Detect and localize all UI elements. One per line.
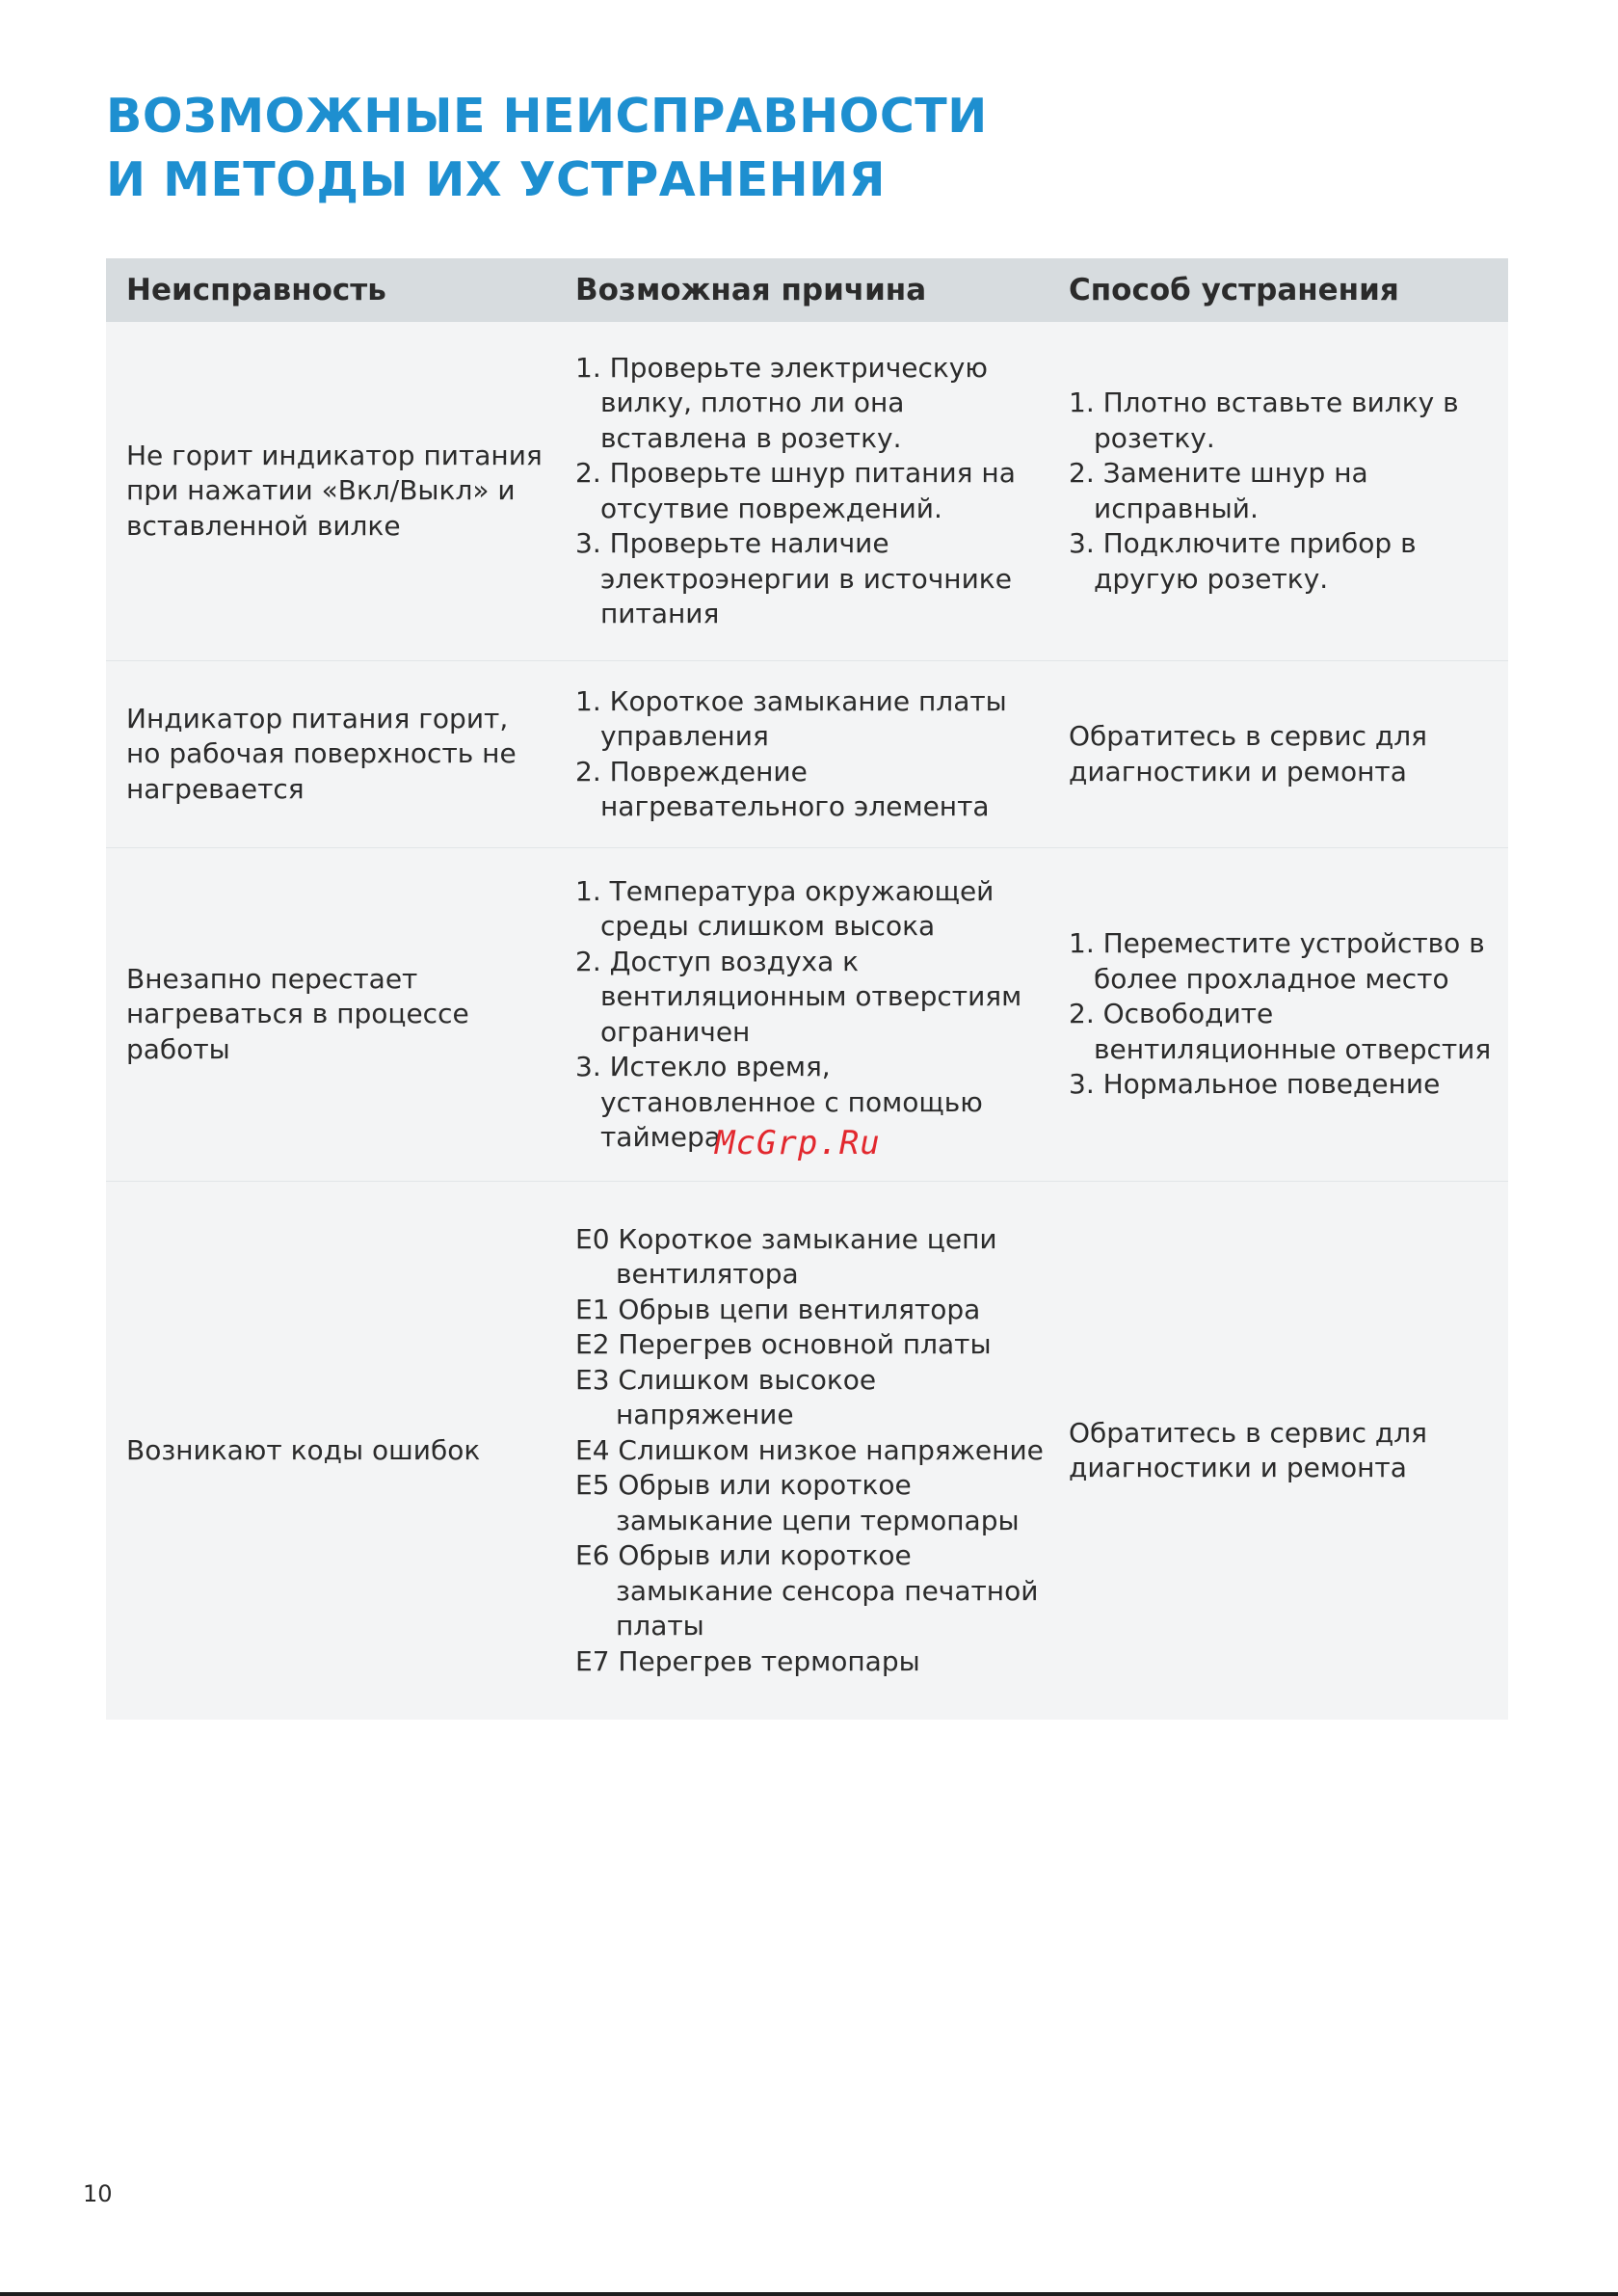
cause-item: 3. Истекло время, установленное с помощью таймера bbox=[575, 1051, 983, 1153]
bottom-rule bbox=[0, 2292, 1618, 2296]
fix-item: 3. Нормальное поведение bbox=[1069, 1068, 1441, 1101]
error-code-item: E6 Обрыв или короткое замыкание сенсора печатной платы bbox=[575, 1539, 1039, 1642]
fix-item: 3. Подключите прибор в другую розетку. bbox=[1069, 527, 1417, 595]
fault-cell bbox=[126, 848, 550, 1181]
fix-item: Обратитесь в сервис для диагностики и ремонта bbox=[1069, 720, 1427, 788]
fix-item: 2. Освободите вентиляционные отверстия bbox=[1069, 998, 1492, 1065]
fix-cell bbox=[1069, 848, 1502, 1181]
cause-item: 2. Проверьте шнур питания на отсутвие повреждений. bbox=[575, 457, 1016, 524]
fix-item: Обратитесь в сервис для диагностики и ремонта bbox=[1069, 1416, 1427, 1483]
cause-cell bbox=[575, 1182, 1048, 1720]
fault-cell bbox=[126, 1182, 550, 1720]
error-code-item: E1 Обрыв цепи вентилятора bbox=[575, 1293, 981, 1325]
table-row bbox=[106, 661, 1508, 848]
cause-item: 2. Доступ воздуха к вентиляционным отверстиям ограничен bbox=[575, 945, 1022, 1048]
fault-text: Внезапно перестает нагреваться в процессе работы bbox=[126, 962, 469, 1065]
page-title-line-2: И МЕТОДЫ ИХ УСТРАНЕНИЯ bbox=[106, 152, 886, 207]
cause-item: 1. Короткое замыкание платы управления bbox=[575, 684, 1007, 752]
header-fault: Неисправность bbox=[126, 273, 386, 307]
fix-item: 2. Замените шнур на исправный. bbox=[1069, 457, 1368, 524]
cause-item: 1. Температура окружающей среды слишком высока bbox=[575, 874, 995, 942]
troubleshooting-table bbox=[106, 258, 1508, 1720]
table-row bbox=[106, 1182, 1508, 1720]
header-fix: Способ устранения bbox=[1069, 273, 1399, 307]
page-title bbox=[106, 85, 988, 212]
fault-text: Индикатор питания горит, но рабочая поверхность не нагревается bbox=[126, 702, 517, 805]
watermark: McGrp.Ru bbox=[715, 1124, 881, 1162]
error-code-item: E3 Слишком высокое напряжение bbox=[575, 1363, 877, 1431]
table-header bbox=[106, 258, 1508, 322]
error-code-item: E0 Короткое замыкание цепи вентилятора bbox=[575, 1222, 997, 1291]
page-title-line-1: ВОЗМОЖНЫЕ НЕИСПРАВНОСТИ bbox=[106, 89, 988, 144]
fix-item: 1. Плотно вставьте вилку в розетку. bbox=[1069, 387, 1459, 454]
fix-cell bbox=[1069, 1182, 1502, 1720]
error-code-item: E5 Обрыв или короткое замыкание цепи термопары bbox=[575, 1469, 1020, 1536]
page-number: 10 bbox=[83, 2180, 113, 2207]
cause-item: 3. Проверьте наличие электроэнергии в источнике питания bbox=[575, 527, 1012, 629]
fix-cell bbox=[1069, 322, 1502, 660]
error-code-item: E4 Слишком низкое напряжение bbox=[575, 1433, 1044, 1466]
error-code-item: E2 Перегрев основной платы bbox=[575, 1328, 992, 1361]
fault-cell bbox=[126, 322, 550, 660]
cause-cell bbox=[575, 661, 1048, 847]
cause-item: 2. Повреждение нагревательного элемента bbox=[575, 755, 990, 822]
table-row bbox=[106, 322, 1508, 661]
fault-text: Не горит индикатор питания при нажатии «Вкл/Выкл» и вставленной вилке bbox=[126, 439, 543, 542]
fix-item: 1. Переместите устройство в более прохладное место bbox=[1069, 927, 1485, 995]
cause-cell bbox=[575, 322, 1048, 660]
fault-text: Возникают коды ошибок bbox=[126, 1433, 481, 1466]
error-code-item: E7 Перегрев термопары bbox=[575, 1644, 920, 1677]
header-cause: Возможная причина bbox=[575, 273, 927, 307]
cause-item: 1. Проверьте электрическую вилку, плотно ли она вставлена в розетку. bbox=[575, 351, 988, 454]
fix-cell bbox=[1069, 661, 1502, 847]
fault-cell bbox=[126, 661, 550, 847]
